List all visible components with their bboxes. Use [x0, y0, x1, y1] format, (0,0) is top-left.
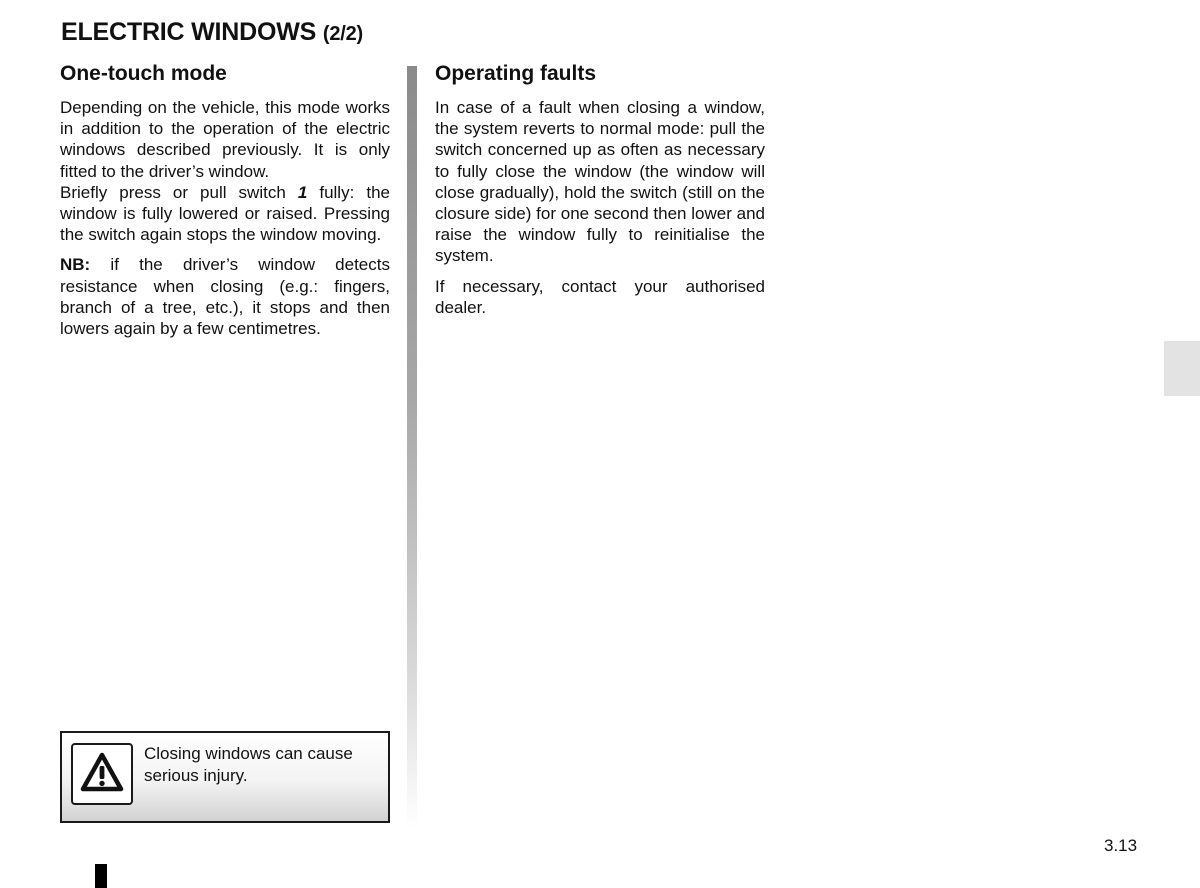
section-heading-operating-faults: Operating faults: [435, 62, 597, 85]
warning-triangle-icon-graphic: [79, 751, 125, 795]
chapter-side-tab: [1164, 341, 1200, 396]
page-corner-mark: [95, 864, 107, 888]
nb-text: if the driver’s window detects resistance when closing (e.g.: fingers, branch of a tree, etc.), it stops and then lowers again by a few centimetres.: [60, 255, 390, 339]
one-touch-paragraph-switch: [60, 182, 390, 246]
warning-triangle-icon: [71, 743, 133, 805]
page-title-text: ELECTRIC WINDOWS: [61, 18, 317, 46]
right-column: [435, 60, 765, 327]
column-divider: [407, 66, 417, 828]
switch-reference-number: 1: [297, 182, 308, 202]
page-part-indicator: (2/2): [322, 23, 363, 45]
contact-dealer-paragraph: If necessary, contact your authorised dealer.: [435, 276, 765, 317]
section-heading-one-touch-mode: One-touch mode: [60, 62, 227, 85]
one-touch-paragraph-intro: Depending on the vehicle, this mode works in addition to the operation of the electric windows described previously. It is only fitted to the driver’s window.: [60, 98, 390, 181]
warning-text: Closing windows can cause serious injury.: [144, 744, 353, 785]
warning-box: [60, 731, 390, 823]
switch-text-after: fully: the window is fully lowered or raised. Pressing the switch again stops the window moving.: [60, 182, 390, 245]
nb-label: NB:: [60, 255, 91, 275]
page-number: 3.13: [1104, 836, 1138, 855]
left-column: [60, 60, 390, 348]
switch-text-before: Briefly press or pull switch: [60, 182, 298, 202]
page-title: [61, 18, 363, 47]
operating-faults-paragraph: In case of a fault when closing a window, the system reverts to normal mode: pull the switch concerned up as often as necessary to fully close the window (the window will close gradually), hold the switch (still on the closure side) for one second then lower and raise the window fully to reinitialise the system.: [435, 98, 765, 266]
nb-paragraph: [60, 254, 390, 339]
